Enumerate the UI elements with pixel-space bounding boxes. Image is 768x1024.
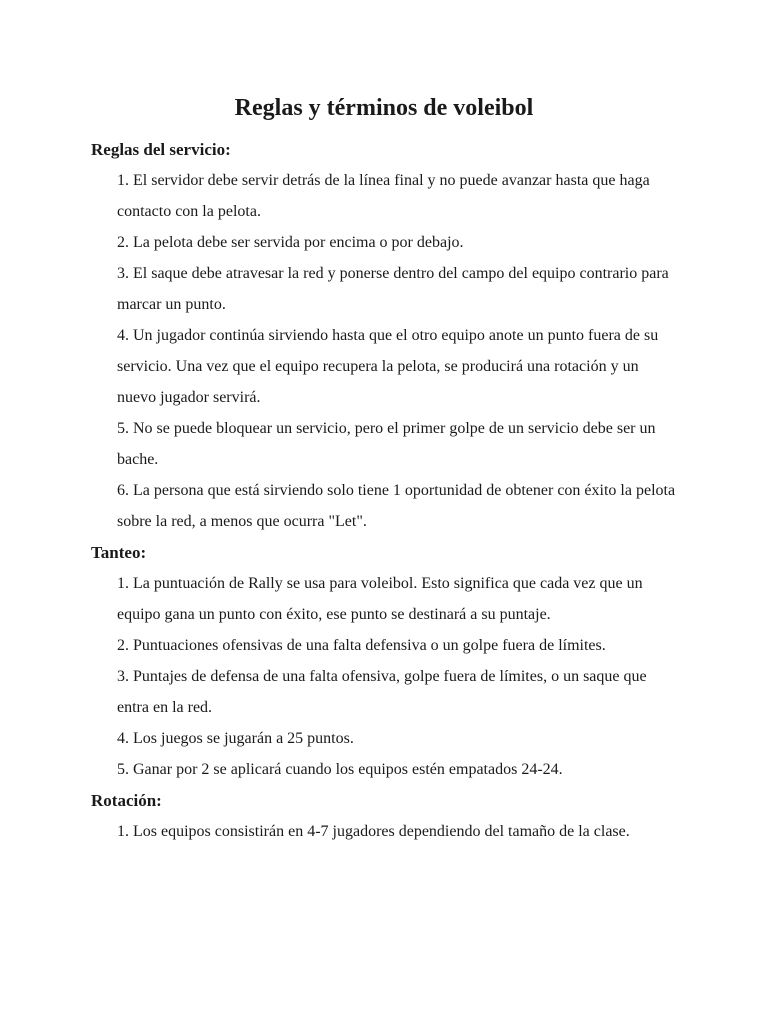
rule-item: 3. El saque debe atravesar la red y ponerse dentro del campo del equipo contrario para marcar un punto. <box>117 265 669 313</box>
section-serving-rules <box>91 134 681 537</box>
section-heading: Tanteo: <box>91 543 147 562</box>
document-title: Reglas y términos de voleibol <box>234 95 534 121</box>
section-rotation <box>91 785 681 847</box>
section-heading: Reglas del servicio: <box>91 140 231 159</box>
rule-item: 5. No se puede bloquear un servicio, pero el primer golpe de un servicio debe ser un bache. <box>117 420 656 468</box>
rule-item: 1. Los equipos consistirán en 4-7 jugadores dependiendo del tamaño de la clase. <box>117 823 630 840</box>
rule-item: 4. Los juegos se jugarán a 25 puntos. <box>117 730 354 747</box>
rule-item: 3. Puntajes de defensa de una falta ofensiva, golpe fuera de límites, o un saque que entra en la red. <box>117 668 647 716</box>
rule-item: 6. La persona que está sirviendo solo tiene 1 oportunidad de obtener con éxito la pelota sobre la red, a menos que ocurra "Let". <box>117 482 676 530</box>
section-heading: Rotación: <box>91 791 162 810</box>
section-scoring <box>91 537 681 785</box>
rule-item: 2. Puntuaciones ofensivas de una falta defensiva o un golpe fuera de límites. <box>117 637 606 654</box>
rule-item: 5. Ganar por 2 se aplicará cuando los equipos estén empatados 24-24. <box>117 761 563 778</box>
rule-item: 2. La pelota debe ser servida por encima o por debajo. <box>117 234 464 251</box>
rule-item: 4. Un jugador continúa sirviendo hasta que el otro equipo anote un punto fuera de su servicio. Una vez que el equipo recupera la pelota, se producirá una rotación y un nuevo jugador servirá. <box>117 327 659 406</box>
rule-item: 1. El servidor debe servir detrás de la línea final y no puede avanzar hasta que haga contacto con la pelota. <box>117 172 650 220</box>
rule-item: 1. La puntuación de Rally se usa para voleibol. Esto significa que cada vez que un equipo gana un punto con éxito, ese punto se destinará a su puntaje. <box>117 575 643 623</box>
document-body <box>91 134 681 847</box>
